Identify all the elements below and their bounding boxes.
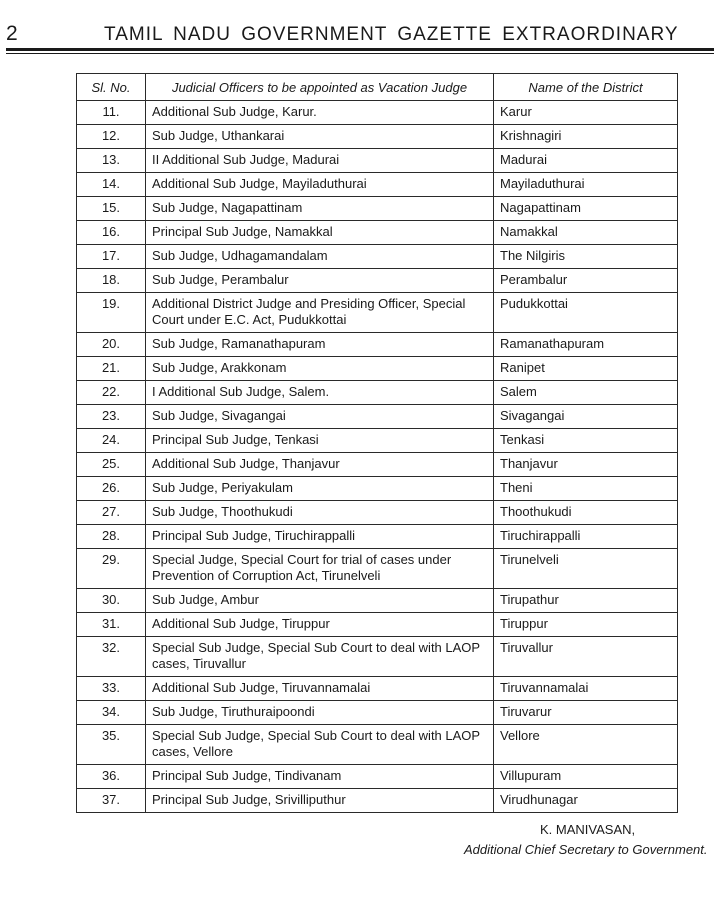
serial-number-cell: 12. [77,125,146,149]
officer-cell: Sub Judge, Uthankarai [146,125,494,149]
officer-cell: Sub Judge, Nagapattinam [146,197,494,221]
district-cell: Tenkasi [494,429,678,453]
vacation-judges-table [76,73,678,813]
table-row [77,429,678,453]
district-cell: Sivagangai [494,405,678,429]
district-cell: Tirunelveli [494,549,678,589]
serial-number-cell: 22. [77,381,146,405]
district-cell: Madurai [494,149,678,173]
serial-number-cell: 29. [77,549,146,589]
serial-number-cell: 34. [77,701,146,725]
table-row [77,725,678,765]
serial-number-cell: 33. [77,677,146,701]
table-row [77,701,678,725]
table-row [77,501,678,525]
table-row [77,245,678,269]
officer-cell: Additional Sub Judge, Karur. [146,101,494,125]
table-row [77,677,678,701]
serial-number-cell: 26. [77,477,146,501]
officer-cell: Special Sub Judge, Special Sub Court to deal with LAOP cases, Tiruvallur [146,637,494,677]
officer-cell: I Additional Sub Judge, Salem. [146,381,494,405]
district-cell: Tiruchirappalli [494,525,678,549]
district-cell: Namakkal [494,221,678,245]
district-cell: Perambalur [494,269,678,293]
serial-number-cell: 13. [77,149,146,173]
officer-cell: Principal Sub Judge, Tiruchirappalli [146,525,494,549]
officer-cell: Principal Sub Judge, Namakkal [146,221,494,245]
district-cell: Tirupathur [494,589,678,613]
district-cell: Tiruvallur [494,637,678,677]
table-row [77,293,678,333]
officer-cell: Additional Sub Judge, Tiruvannamalai [146,677,494,701]
table-row [77,173,678,197]
district-cell: The Nilgiris [494,245,678,269]
officer-cell: Additional Sub Judge, Tiruppur [146,613,494,637]
table-row [77,613,678,637]
district-cell: Vellore [494,725,678,765]
serial-number-cell: 20. [77,333,146,357]
serial-number-cell: 27. [77,501,146,525]
officer-cell: Sub Judge, Ramanathapuram [146,333,494,357]
table-header-row [77,74,678,101]
district-cell: Virudhunagar [494,789,678,813]
table-row [77,405,678,429]
serial-number-cell: 24. [77,429,146,453]
page-number: 2 [6,22,19,45]
serial-number-cell: 30. [77,589,146,613]
district-cell: Nagapattinam [494,197,678,221]
district-cell: Pudukkottai [494,293,678,333]
serial-number-cell: 31. [77,613,146,637]
officer-cell: II Additional Sub Judge, Madurai [146,149,494,173]
serial-number-cell: 23. [77,405,146,429]
signatory-name: K. MANIVASAN, [540,822,636,837]
column-header-serial: Sl. No. [77,74,146,101]
officer-cell: Principal Sub Judge, Tenkasi [146,429,494,453]
district-cell: Tiruvannamalai [494,677,678,701]
column-header-officer: Judicial Officers to be appointed as Vacation Judge [146,74,494,101]
header-rule-thick [6,48,714,51]
officer-cell: Additional District Judge and Presiding Officer, Special Court under E.C. Act, Pudukkottai [146,293,494,333]
table-row [77,589,678,613]
officer-cell: Sub Judge, Ambur [146,589,494,613]
officer-cell: Principal Sub Judge, Tindivanam [146,765,494,789]
table-row [77,197,678,221]
district-cell: Theni [494,477,678,501]
district-cell: Ranipet [494,357,678,381]
table-row [77,101,678,125]
district-cell: Tiruvarur [494,701,678,725]
district-cell: Ramanathapuram [494,333,678,357]
district-cell: Thoothukudi [494,501,678,525]
header-rule-thin [6,53,714,54]
serial-number-cell: 25. [77,453,146,477]
officer-cell: Special Judge, Special Court for trial of cases under Prevention of Corruption Act, Tirunelveli [146,549,494,589]
serial-number-cell: 36. [77,765,146,789]
gazette-header [0,18,720,58]
gazette-title: TAMIL NADU GOVERNMENT GAZETTE EXTRAORDINARY [104,24,679,45]
table-row [77,125,678,149]
officer-cell: Sub Judge, Udhagamandalam [146,245,494,269]
table-row [77,789,678,813]
table-row [77,477,678,501]
table-row [77,453,678,477]
serial-number-cell: 16. [77,221,146,245]
serial-number-cell: 15. [77,197,146,221]
signatory-designation: Additional Chief Secretary to Government. [464,842,708,857]
officer-cell: Principal Sub Judge, Srivilliputhur [146,789,494,813]
column-header-district: Name of the District [494,74,678,101]
serial-number-cell: 37. [77,789,146,813]
serial-number-cell: 35. [77,725,146,765]
serial-number-cell: 19. [77,293,146,333]
serial-number-cell: 21. [77,357,146,381]
serial-number-cell: 11. [77,101,146,125]
district-cell: Krishnagiri [494,125,678,149]
table-row [77,381,678,405]
district-cell: Thanjavur [494,453,678,477]
officer-cell: Sub Judge, Arakkonam [146,357,494,381]
officer-cell: Sub Judge, Thoothukudi [146,501,494,525]
officer-cell: Additional Sub Judge, Thanjavur [146,453,494,477]
officer-cell: Sub Judge, Sivagangai [146,405,494,429]
serial-number-cell: 28. [77,525,146,549]
table-row [77,269,678,293]
officer-cell: Sub Judge, Tiruthuraipoondi [146,701,494,725]
serial-number-cell: 17. [77,245,146,269]
serial-number-cell: 18. [77,269,146,293]
table-row [77,333,678,357]
table-row [77,765,678,789]
table-row [77,357,678,381]
table-body [77,101,678,813]
district-cell: Mayiladuthurai [494,173,678,197]
table-row [77,221,678,245]
table-row [77,525,678,549]
officer-cell: Additional Sub Judge, Mayiladuthurai [146,173,494,197]
table-row [77,549,678,589]
table-row [77,637,678,677]
table-row [77,149,678,173]
district-cell: Tiruppur [494,613,678,637]
district-cell: Villupuram [494,765,678,789]
district-cell: Karur [494,101,678,125]
officer-cell: Special Sub Judge, Special Sub Court to deal with LAOP cases, Vellore [146,725,494,765]
officer-cell: Sub Judge, Perambalur [146,269,494,293]
serial-number-cell: 14. [77,173,146,197]
serial-number-cell: 32. [77,637,146,677]
officer-cell: Sub Judge, Periyakulam [146,477,494,501]
district-cell: Salem [494,381,678,405]
